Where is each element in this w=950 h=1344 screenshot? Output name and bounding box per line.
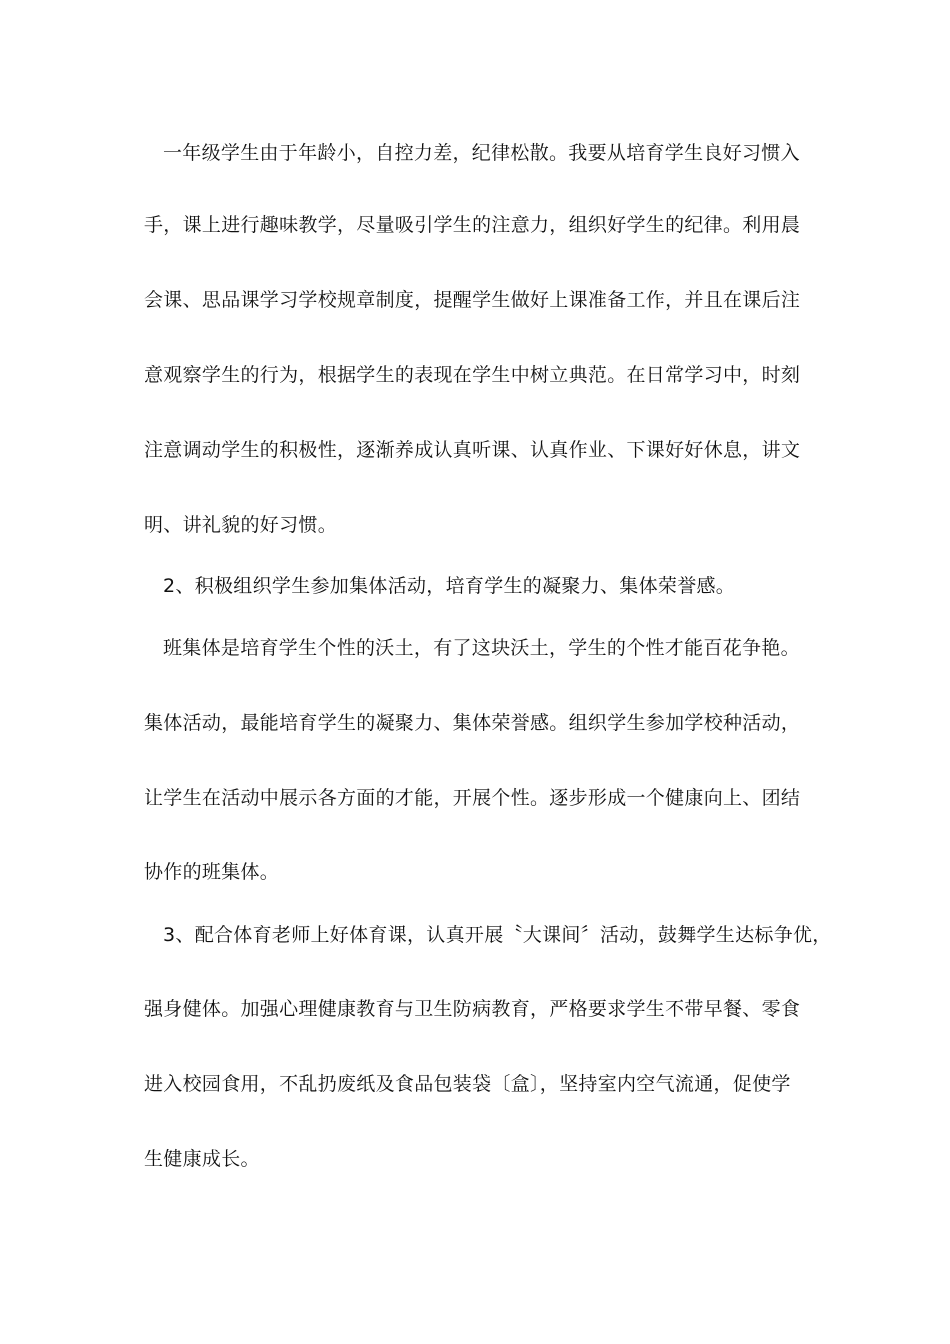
paragraph-1-line-2: 手，课上进行趣味教学，尽量吸引学生的注意力，组织好学生的纪律。利用晨 [144,214,801,236]
paragraph-2-line-3: 让学生在活动中展示各方面的才能，开展个性。逐步形成一个健康向上、团结 [144,787,801,809]
paragraph-1-line-5: 注意调动学生的积极性，逐渐养成认真听课、认真作业、下课好好休息，讲文 [144,439,801,461]
paragraph-1-line-4: 意观察学生的行为，根据学生的表现在学生中树立典范。在日常学习中，时刻 [144,364,801,386]
paragraph-3-line-2: 强身健体。加强心理健康教育与卫生防病教育，严格要求学生不带早餐、零食 [144,998,801,1020]
paragraph-2-line-1: 班集体是培育学生个性的沃土，有了这块沃土，学生的个性才能百花争艳。 [163,637,800,659]
paragraph-2-line-2: 集体活动，最能培育学生的凝聚力、集体荣誉感。组织学生参加学校种活动， [144,712,801,734]
section-2-heading: 2、积极组织学生参加集体活动，培育学生的凝聚力、集体荣誉感。 [163,575,736,597]
paragraph-1-line-3: 会课、思品课学习学校规章制度，提醒学生做好上课准备工作，并且在课后注 [144,289,801,311]
paragraph-3-line-4: 生健康成长。 [144,1148,260,1170]
paragraph-2-line-4: 协作的班集体。 [144,861,280,883]
paragraph-3-line-3: 进入校园食用，不乱扔废纸及食品包装袋〔盒〕，坚持室内空气流通，促使学 [144,1073,791,1095]
paragraph-1-line-6: 明、讲礼貌的好习惯。 [144,514,338,536]
paragraph-3-line-1: 3、配合体育老师上好体育课，认真开展〝大课间〞活动，鼓舞学生达标争优， [163,924,832,946]
paragraph-1-line-1: 一年级学生由于年龄小，自控力差，纪律松散。我要从培育学生良好习惯入 [163,142,800,164]
